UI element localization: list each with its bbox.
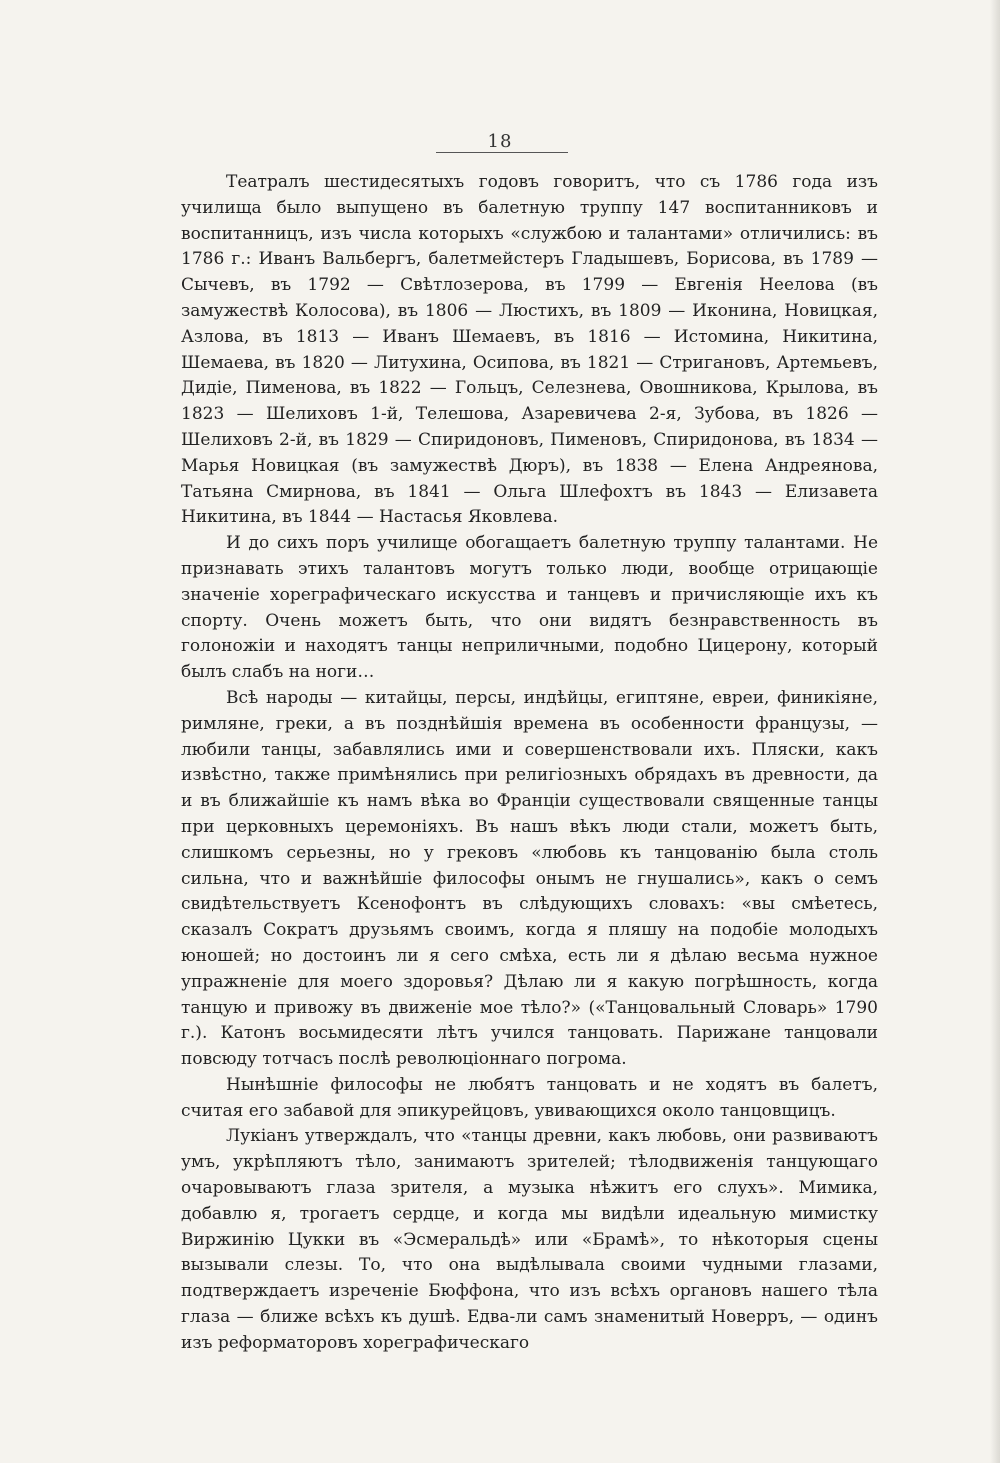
paragraph-graduates-list: Театралъ шестидесятыхъ годовъ говоритъ, что съ 1786 года изъ училища было выпущено въ балетную труппу 147 воспитанниковъ и воспитанницъ, изъ числа которыхъ «службою и талантами» отличились: въ 1786 г.: Иванъ Вальбергъ, балетмейстеръ Гладышевъ, Борисова, въ 1789 — Сычевъ, въ 1792 — Свѣтлозерова, въ 1799 — Евгенія Неелова (въ замужествѣ Колосова), въ 1806 — Люстихъ, въ 1809 — Иконина, Новицкая, Азлова, въ 1813 — Иванъ Шемаевъ, въ 1816 — Истомина, Никитина, Шемаева, въ 1820 — Литухина, Осипова, въ 1821 — Стригановъ, Артемьевъ, Дидie, Пименова, въ 1822 — Гольцъ, Селезнева, Овошникова, Крылова, въ 1823 — Шелиховъ 1-й, Телешова, Азаревичева 2-я, Зубова, въ 1826 — Шелиховъ 2-й, въ 1829 — Спиридоновъ, Пименовъ, Спиридонова, въ 1834 — Марья Новицкая (въ замужествѣ Дюръ), въ 1838 — Елена Андреянова, Татьяна Смирнова, въ 1841 — Ольга Шлефохтъ въ 1843 — Елизавета Никитина, въ 1844 — Настасья Яковлева. [181,172,878,528]
paragraph-modern-philosophers: Нынѣшніе философы не любятъ танцовать и не ходятъ въ балетъ, считая его забавой для эпикурейцовъ, увивающихся около танцовщицъ. [181,1074,878,1121]
page-number-rule [436,152,568,153]
body-text [181,170,878,1357]
paragraph-school-talents: И до сихъ поръ училище обогащаетъ балетную труппу талантами. Не признавать этихъ талантовъ могутъ только люди, вообще отрицающіе значеніе хореграфическаго искусства и танцевъ и причисляющіе ихъ къ спорту. Очень можетъ быть, что они видятъ безнравственность въ голоножіи и находятъ танцы неприличными, подобно Цицерону, который былъ слабъ на ноги… [181,533,878,683]
page-number: 18 [487,131,513,152]
paragraph-lucian-quote: Лукіанъ утверждалъ, что «танцы древни, какъ любовь, они развиваютъ умъ, укрѣпляютъ тѣло, занимаютъ зрителей; тѣлодвиженія танцующаго очаровываютъ глаза зрителя, а музыка нѣжитъ его слухъ». Мимика, добавлю я, трогаетъ сердце, и когда мы видѣли идеальную мимистку Виржинію Цукки въ «Эсмеральдѣ» или «Брамѣ», то нѣкоторыя сцены вызывали слезы. То, что она выдѣлывала своими чудными глазами, подтверждаетъ изреченіе Бюффона, что изъ всѣхъ органовъ нашего тѣла глаза — ближе всѣхъ къ душѣ. Едва-ли самъ знаменитый Новерръ, — одинъ изъ реформаторовъ хореграфическаго [181,1126,878,1353]
paragraph-history-of-dance: Всѣ народы — китайцы, персы, индѣйцы, египтяне, евреи, финикіяне, римляне, греки, а въ позднѣйшія времена въ особенности французы, — любили танцы, забавлялись ими и совершенствовали ихъ. Пляски, какъ извѣстно, также примѣнялись при религіозныхъ обрядахъ въ древности, да и въ ближайшіе къ намъ вѣка во Франціи существовали священные танцы при церковныхъ церемоніяхъ. Въ нашъ вѣкъ люди стали, можетъ быть, слишкомъ серьезны, но у грековъ «любовь къ танцованію была столь сильна, что и важнѣйшіе философы онымъ не гнушались», какъ о семъ свидѣтельствуетъ Ксенофонтъ въ слѣдующихъ словахъ: «вы смѣетесь, сказалъ Сократъ друзьямъ своимъ, когда я пляшу на подобіе молодыхъ юношей; но достоинъ ли я сего смѣха, есть ли я дѣлаю весьма нужное упражненіе для моего здоровья? Дѣлаю ли я какую погрѣшность, когда танцую и привожу въ движеніе мое тѣло?» («Танцовальный Словарь» 1790 г.). Катонъ восьмидесяти лѣтъ учился танцовать. Парижане танцовали повсюду тотчасъ послѣ революціоннаго погрома. [181,687,878,1070]
page-edge-shadow [990,0,1000,1463]
